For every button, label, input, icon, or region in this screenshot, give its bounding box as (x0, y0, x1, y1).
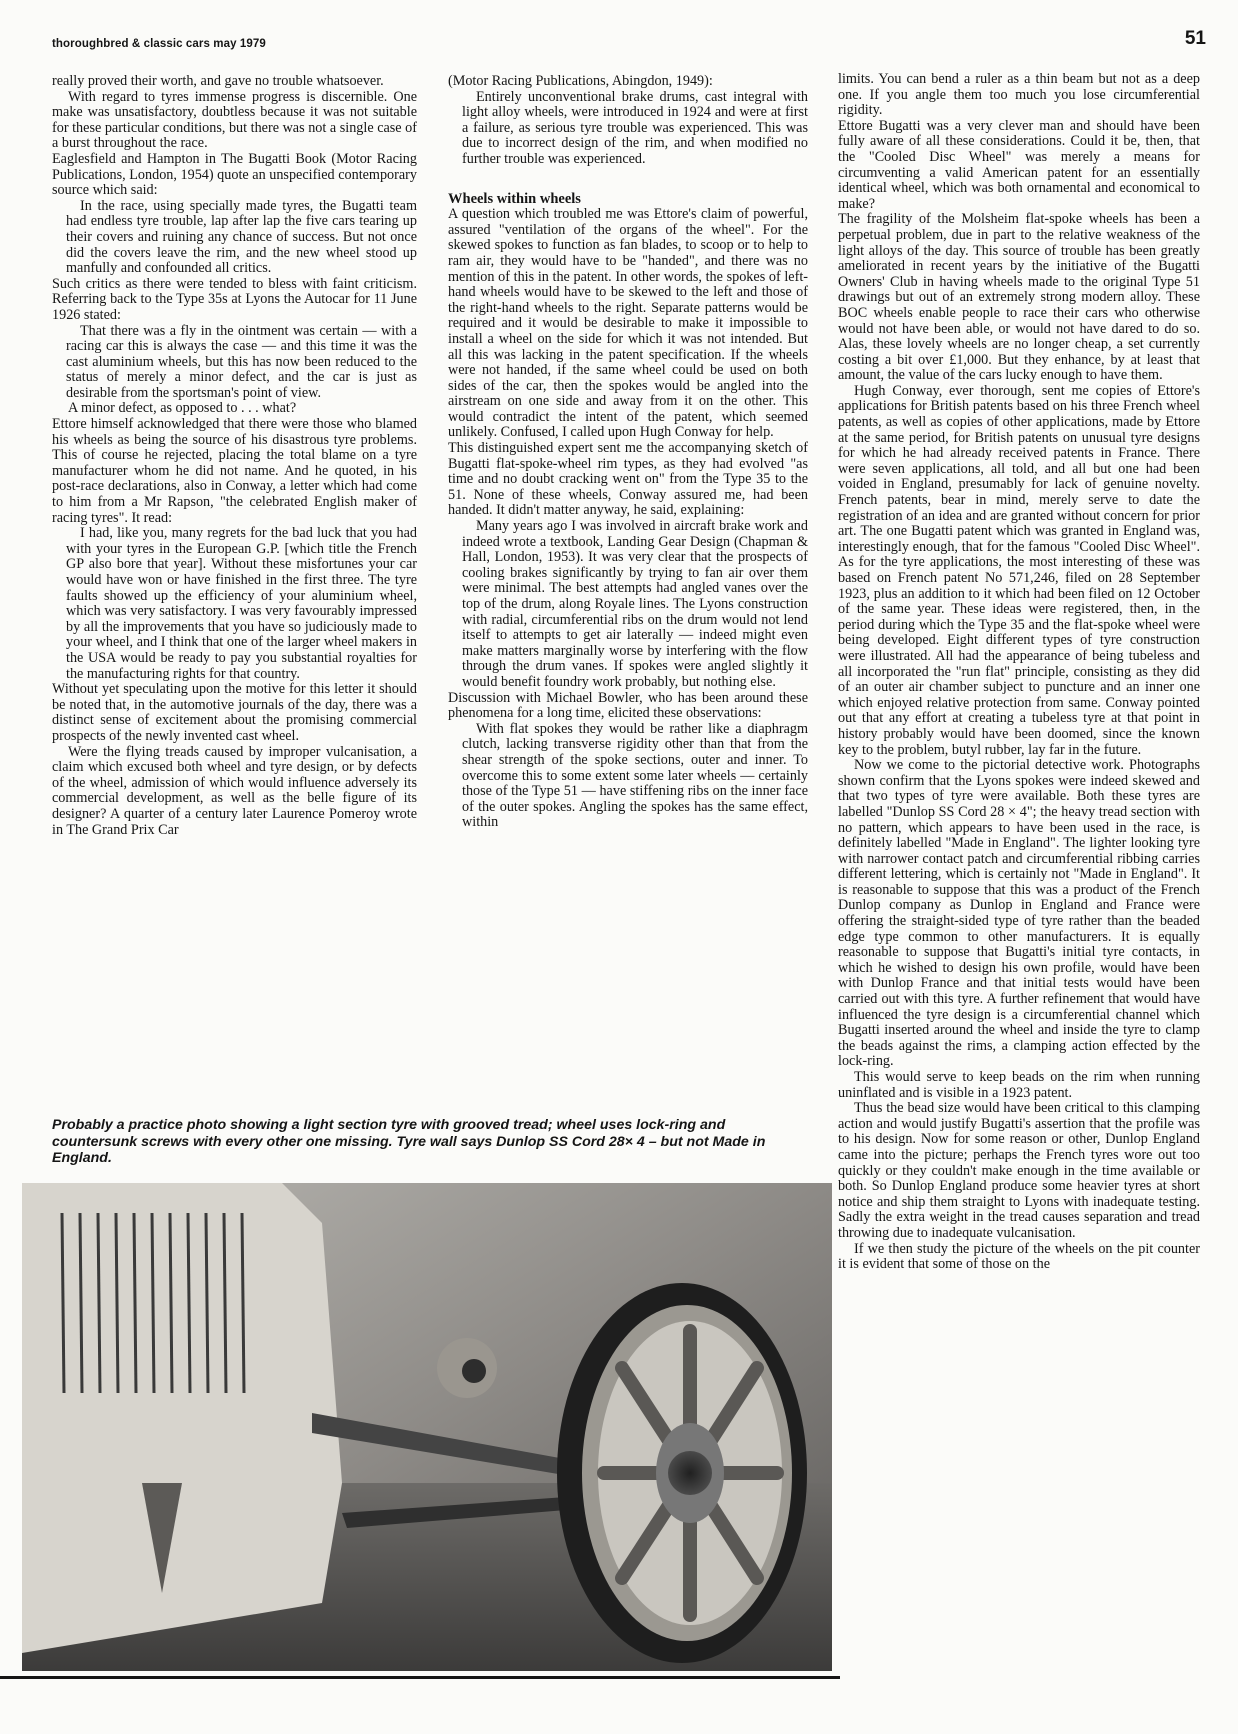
paragraph: Were the flying treads caused by improper vulcanisation, a claim which excused both wheel and tyre design, or by defects of the wheel, admission of which would influence adversely its commercial development, as well as the belle figure of its designer? A quarter of a century later Laurence Pomeroy wrote in The Grand Prix Car (52, 743, 417, 838)
paragraph: Ettore Bugatti was a very clever man and should have been fully aware of all these considerations. Could it be, then, that the "Cooled Disc Wheel" was merely a means for circumventing a valid American patent for an essentially identical wheel, which was both ornamental and economical to make? (838, 117, 1200, 212)
page-number: 51 (1184, 28, 1206, 49)
block-quote: Entirely unconventional brake drums, cast integral with light alloy wheels, were introduced in 1924 and were at first a failure, as serious tyre trouble was experienced. This was due to incorrect design of the rim, and when modified no further trouble was experienced. (462, 88, 808, 167)
paragraph: Eaglesfield and Hampton in The Bugatti Book (Motor Racing Publications, London, 1954) quote an unspecified contemporary source which said: (52, 150, 417, 199)
paragraph: The fragility of the Molsheim flat-spoke wheels has been a perpetual problem, due in part to the relative weakness of the light alloys of the day. This source of trouble has been greatly ameliorated in recent years by the initiative of the Bugatti Owners' Club in having wheels made to the original Type 51 drawings but out of an extremely strong modern alloy. These BOC wheels enable people to race their cars who otherwise would not have been able, or would not have dared to do so. Alas, these lovely wheels are no longer cheap, a set currently costing a bit over £1,000. But they enhance, by at least that amount, the value of the cars lucky enough to have them. (838, 211, 1200, 384)
photo-caption: Probably a practice photo showing a light section tyre with grooved tread; wheel uses lock-ring and countersunk screws with every other one missing. Tyre wall says Dunlop SS Cord 28× 4 – but not Made in England. (52, 1117, 766, 1166)
paragraph: Without yet speculating upon the motive for this letter it should be noted that, in the automotive journals of the day, there was a distinct sense of excitement about the promising commercial prospects of the newly invented cast wheel. (52, 681, 417, 744)
paragraph: really proved their worth, and gave no trouble whatsoever. (52, 73, 384, 89)
paragraph: Now we come to the pictorial detective work. Photographs shown confirm that the Lyons spokes were indeed skewed and that two types of tyre were available. Both these tyres are labelled "Dunlop SS Cord 28 × 4"; the heavy tread section with no pattern, which appears to have been used in the race, is definitely labelled "Made in England". The lighter looking tyre with narrower contact patch and circumferential ribbing carries different lettering, which is certainly not "Made in England". It is reasonable to suppose that this was a product of the French Dunlop company as Dunlop in England and France were offering the straight-sided type of tyre rather than the beaded edge type common to other manufacturers. It is equally reasonable to suppose that Bugatti's initial tyre contacts, in which he wished to design his own profile, would have been with Dunlop France and that initial tests would have been carried out with this tyre. A further refinement that would have influenced the tyre design is a circumferential channel which Bugatti inserted around the wheel and inside the tyre to clamp the beads against the rims, a clamping action effected by the lock-ring. (838, 757, 1200, 1070)
paragraph: This would serve to keep beads on the rim when running uninflated and is visible in a 1923 patent. (838, 1069, 1200, 1101)
bottom-rule (0, 1676, 840, 1679)
block-quote: In the race, using specially made tyres, the Bugatti team had endless tyre trouble, lap after lap the five cars tearing up their covers and ruining any chance of success. But not once did the covers leave the rim, and the new wheel stood up manfully and confounded all critics. (66, 197, 417, 277)
wheel-photo (22, 1183, 832, 1671)
paragraph: limits. You can bend a ruler as a thin beam but not as a deep one. If you angle them too much you lose circumferential rigidity. (838, 71, 1200, 119)
column-1 (52, 74, 417, 838)
paragraph: A question which troubled me was Ettore's claim of powerful, assured "ventilation of the organs of the wheel". For the skewed spokes to function as fan blades, to scoop or to help to ram air, they would have to be "handed", and there was no mention of this in the patent. In other words, the spokes of left-hand wheels would have to be skewed to the left and those of the right-hand wheels to the right. Separate patterns would be required and it would be desirable to make it impossible to install a wheel on the side for which it was not intended. But all this was lacking in the patent specification. If the wheels were not handed, if the same wheel could be used on both sides of the car, then the spokes would be angled into the airstream on one side and away from it on the other. This would contradict the intent of the patent, which seemed unlikely. Confused, I called upon Hugh Conway for help. (448, 206, 808, 441)
paragraph: Such critics as there were tended to bless with faint criticism. Referring back to the Type 35s at Lyons the Autocar for 11 June 1926 stated: (52, 275, 417, 323)
paragraph: Thus the bead size would have been critical to this clamping action and would justify Bugatti's assertion that the profile was to his design. Now for some reason or other, Dunlop England came into the picture; perhaps the French tyres wore out too quickly or they couldn't make enough in the time available or both. So Dunlop England produce some heavier tyres at short notice and ship them straight to Lyons with inadequate testing. Sadly the extra weight in the tread causes separation and tread throwing due to inadequate vulcanisation. (838, 1100, 1200, 1241)
paragraph: Ettore himself acknowledged that there were those who blamed his wheels as being the source of his disastrous tyre problems. This of course he rejected, placing the total blame on a tyre manufacturer whom he did not name. And he quoted, in his post-race declarations, also in Conway, a letter which had come to him from a Mr Rapson, "the celebrated English maker of racing tyres". It read: (52, 416, 417, 526)
column-2 (448, 74, 808, 831)
block-quote: I had, like you, many regrets for the bad luck that you had with your tyres in the European G.P. [which title the French GP also bore that year]. Without these misfortunes your car would have won or have finished in the first three. The tyre faults showed up the efficiency of your aluminium wheel, which was very satisfactory. I was very favourably impressed by all the improvements that you have so judiciously made to your wheel, and I think that one of the larger wheel makers in the USA would be ready to pay you substantial royalties for the manufacturing rights for that country. (66, 525, 417, 682)
section-heading: Wheels within wheels (448, 190, 581, 207)
paragraph: If we then study the picture of the wheels on the pit counter it is evident that some of those on the (838, 1240, 1200, 1273)
block-quote: With flat spokes they would be rather like a diaphragm clutch, lacking transverse rigidity other than that from the shear strength of the spoke sections, outer and inner. To overcome this to some extent some later wheels — certainly those of the Type 51 — have stiffening ribs on the inner face of the outer spokes. Angling the spokes has the same effect, within (462, 720, 808, 831)
block-quote: Many years ago I was involved in aircraft brake work and indeed wrote a textbook, Landing Gear Design (Chapman & Hall, London, 1953). It was very clear that the prospects of cooling brakes significantly by trying to fan air over them were minimal. The best attempts had angled vanes over the top of the drum, along Royale lines. The Lyons construction with radial, circumferential ribs on the drum would not lend itself to attempts to get air laterally — indeed might even make matters marginally worse by interfering with the flow through the drum vanes. If spokes were angled slightly it would benefit foundry work probably, but nothing else. (462, 518, 808, 690)
paragraph: Hugh Conway, ever thorough, sent me copies of Ettore's applications for British patents based on his three French wheel patents, as well as copies of other applications, made by Ettore at the same period, for British patents on unusual tyre designs for which he had already received patents in France. There were seven applications, all told, and all but one had been voided in England, presumably for lack of genuine novelty. French patents, bear in mind, merely serve to date the registration of an idea and are granted without concern for prior art. The one Bugatti patent which was granted in England was, interestingly enough, that for the famous "Cooled Disc Wheel". As for the tyre applications, the most interesting of these was based on French patent No 571,246, filed on 28 September 1923, plus an addition to it which had been filed on 12 October of the same year. These ideas were registered, then, in the period during which the Type 35 and the flat-spoke wheel were being developed. Eight different types of tyre construction were illustrated. All had the appearance of being tubeless and all incorporated the "run flat" principle, consisting as they did of an outer air chamber subject to puncture and an inner one which enjoyed relative protection from same. Conway pointed out that any effort at creating a tubeless tyre at that point in history probably would have been doomed, since the known key to the problem, butyl rubber, lay far in the future. (838, 382, 1200, 758)
paragraph: (Motor Racing Publications, Abingdon, 1949): (448, 73, 713, 89)
block-quote: That there was a fly in the ointment was certain — with a racing car this is always the case — and this time it was the cast aluminium wheels, but this has now been reduced to the status of merely a minor defect, and the car is just as desirable from the sportsman's point of view. (66, 322, 417, 401)
column-3 (838, 72, 1200, 1273)
paragraph: This distinguished expert sent me the accompanying sketch of Bugatti flat-spoke-wheel rim types, as they had evolved "as time and no doubt cracking went on" from the Type 35 to the 51. None of these wheels, Conway assured me, had been handed. It didn't matter anyway, he said, explaining: (448, 440, 808, 519)
running-head: thoroughbred & classic cars may 1979 (52, 38, 266, 50)
wheel-photo-drawing (22, 1183, 832, 1671)
paragraph: A minor defect, as opposed to . . . what? (68, 400, 297, 417)
paragraph: Discussion with Michael Bowler, who has been around these phenomena for a long time, elicited these observations: (448, 689, 808, 722)
paragraph: With regard to tyres immense progress is discernible. One make was unsatisfactory, doubtless because it was not suitable for these particular conditions, but there was not a single case of a burst throughout the race. (52, 88, 417, 152)
